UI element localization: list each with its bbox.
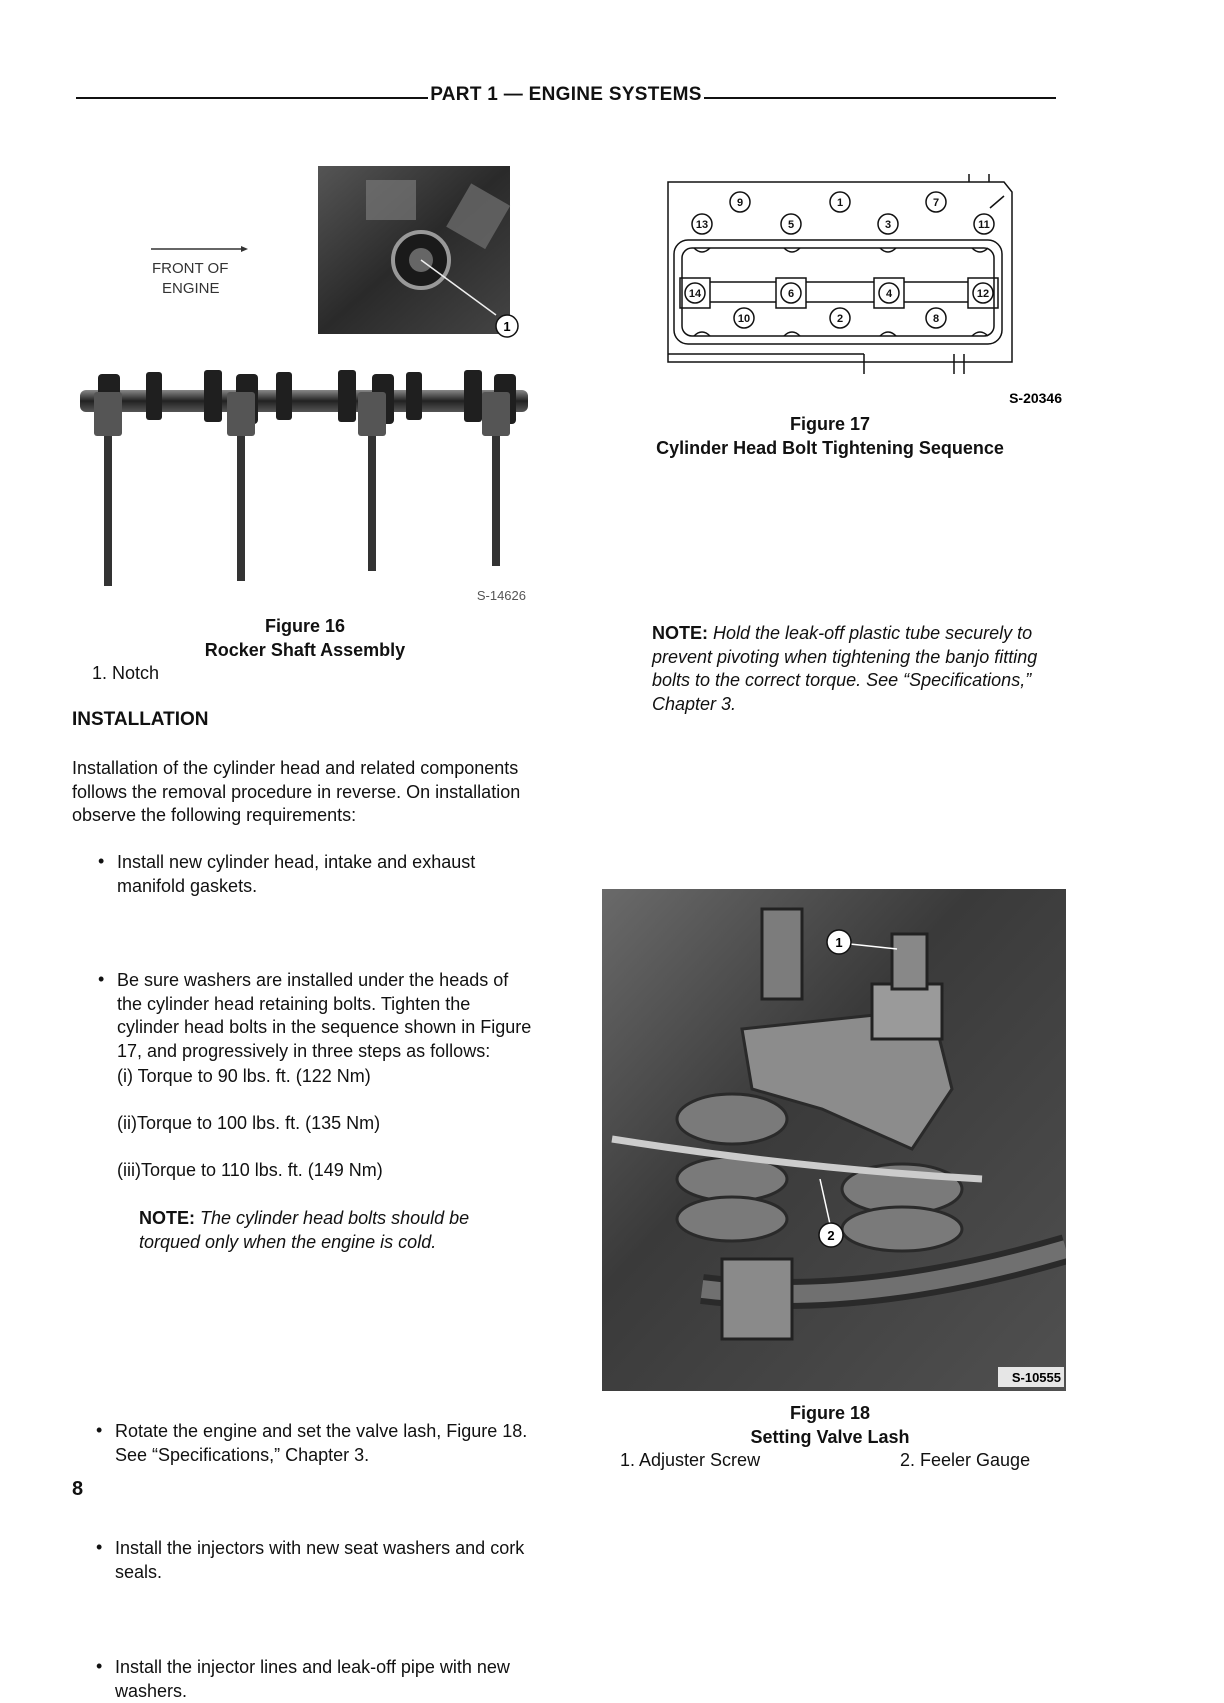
bullet-icon: •: [96, 1420, 103, 1440]
figure-18-title: Setting Valve Lash: [750, 1427, 910, 1447]
figure-16-title: Rocker Shaft Assembly: [204, 640, 406, 660]
figure-16-caption: [90, 614, 520, 662]
bolt-4: 4: [885, 288, 893, 300]
figure-17-diagram: [664, 172, 1064, 408]
bolt-12: 12: [976, 288, 990, 300]
bullet-icon: •: [96, 1537, 103, 1557]
bolt-9: 9: [736, 197, 744, 209]
figure-16-number: Figure 16: [264, 616, 346, 636]
page-header: [76, 84, 1056, 108]
bolt-13: 13: [695, 219, 709, 231]
note-cold-engine: [139, 1207, 535, 1254]
bullet-valve-lash-text: Rotate the engine and set the valve lash, Figure 18. See “Specifications,” Chapter 3.: [115, 1421, 528, 1465]
bullet-injectors: [96, 1537, 535, 1584]
bolt-5: 5: [787, 219, 795, 231]
bolt-sequence-diagram: [664, 172, 1064, 408]
note-leak-off-tube: [652, 622, 1066, 716]
installation-heading: INSTALLATION: [72, 709, 209, 730]
bolt-6: 6: [787, 288, 795, 300]
torque-step-1: (i) Torque to 90 lbs. ft. (122 Nm): [117, 1066, 371, 1086]
bullet-icon: •: [98, 969, 105, 989]
bullet-injectors-text: Install the injectors with new seat washers and cork seals.: [115, 1538, 525, 1582]
bullet-washers: [98, 969, 535, 1063]
figure-18-legend-2: 2. Feeler Gauge: [900, 1450, 1031, 1470]
figure-18-photo: [602, 889, 1066, 1391]
figure-18-number: Figure 18: [789, 1403, 871, 1423]
front-of-engine-label-2: ENGINE: [162, 280, 220, 297]
figure-17-caption: [620, 412, 1040, 460]
bolt-10: 10: [737, 313, 751, 325]
figure-18-legend-1: 1. Adjuster Screw: [620, 1450, 761, 1470]
note-cold-engine-text: The cylinder head bolts should be torqued only when the engine is cold.: [139, 1208, 470, 1252]
bullet-gaskets: [98, 851, 535, 898]
bolt-1: 1: [836, 197, 844, 209]
page-number: 8: [72, 1478, 84, 1500]
bolt-11: 11: [978, 219, 990, 231]
bolt-3: 3: [884, 219, 892, 231]
installation-intro: Installation of the cylinder head and related components follows the removal procedure in reverse. On installation observe the following requirements:: [72, 758, 521, 825]
bolt-2: 2: [836, 313, 844, 325]
valve-lash-photo: [602, 889, 1066, 1391]
bullet-icon: •: [98, 851, 105, 871]
note-label: NOTE:: [652, 623, 708, 643]
figure-17-title: Cylinder Head Bolt Tightening Sequence: [656, 438, 1004, 458]
header-title: PART 1 — ENGINE SYSTEMS: [430, 84, 702, 105]
bolt-7: 7: [932, 197, 940, 209]
figure-18-caption: [620, 1401, 1040, 1449]
bolt-14: 14: [688, 288, 702, 300]
rocker-shaft-illustration: [76, 160, 546, 600]
bullet-gaskets-text: Install new cylinder head, intake and exhaust manifold gaskets.: [117, 852, 476, 896]
torque-step-2: (ii)Torque to 100 lbs. ft. (135 Nm): [117, 1113, 381, 1133]
bullet-icon: •: [96, 1656, 103, 1676]
bolt-8: 8: [932, 313, 940, 325]
bullet-valve-lash: [96, 1420, 535, 1467]
figure-16-image-id: S-14626: [476, 588, 526, 600]
figure-17-image-id: S-20346: [1009, 390, 1062, 406]
callout-adjuster-label: 1: [835, 935, 843, 950]
figure-16-legend: 1. Notch: [92, 663, 160, 683]
bullet-injector-lines-text: Install the injector lines and leak-off pipe with new washers.: [115, 1657, 510, 1701]
torque-step-3: (iii)Torque to 110 lbs. ft. (149 Nm): [117, 1160, 383, 1180]
bullet-washers-text: Be sure washers are installed under the heads of the cylinder head retaining bolts. Tighten the cylinder head bolts in the sequence shown in Figure 17, and progressively in three steps as follows:: [117, 970, 532, 1061]
figure-18-image-id: S-10555: [1011, 1370, 1061, 1385]
bullet-injector-lines: [96, 1656, 535, 1703]
note-label: NOTE:: [139, 1208, 195, 1228]
figure-16-illustration: [76, 160, 546, 600]
figure-17-number: Figure 17: [789, 414, 871, 434]
callout-feeler-label: 2: [827, 1228, 835, 1243]
front-of-engine-label-1: FRONT OF: [152, 260, 229, 277]
note-leak-off-tube-text: Hold the leak-off plastic tube securely to prevent pivoting when tightening the banjo fitting bolts to the correct torque. See “Specifications,” Chapter 3.: [652, 623, 1038, 714]
front-arrow-icon: [241, 246, 248, 252]
callout-1-label: 1: [503, 319, 511, 334]
